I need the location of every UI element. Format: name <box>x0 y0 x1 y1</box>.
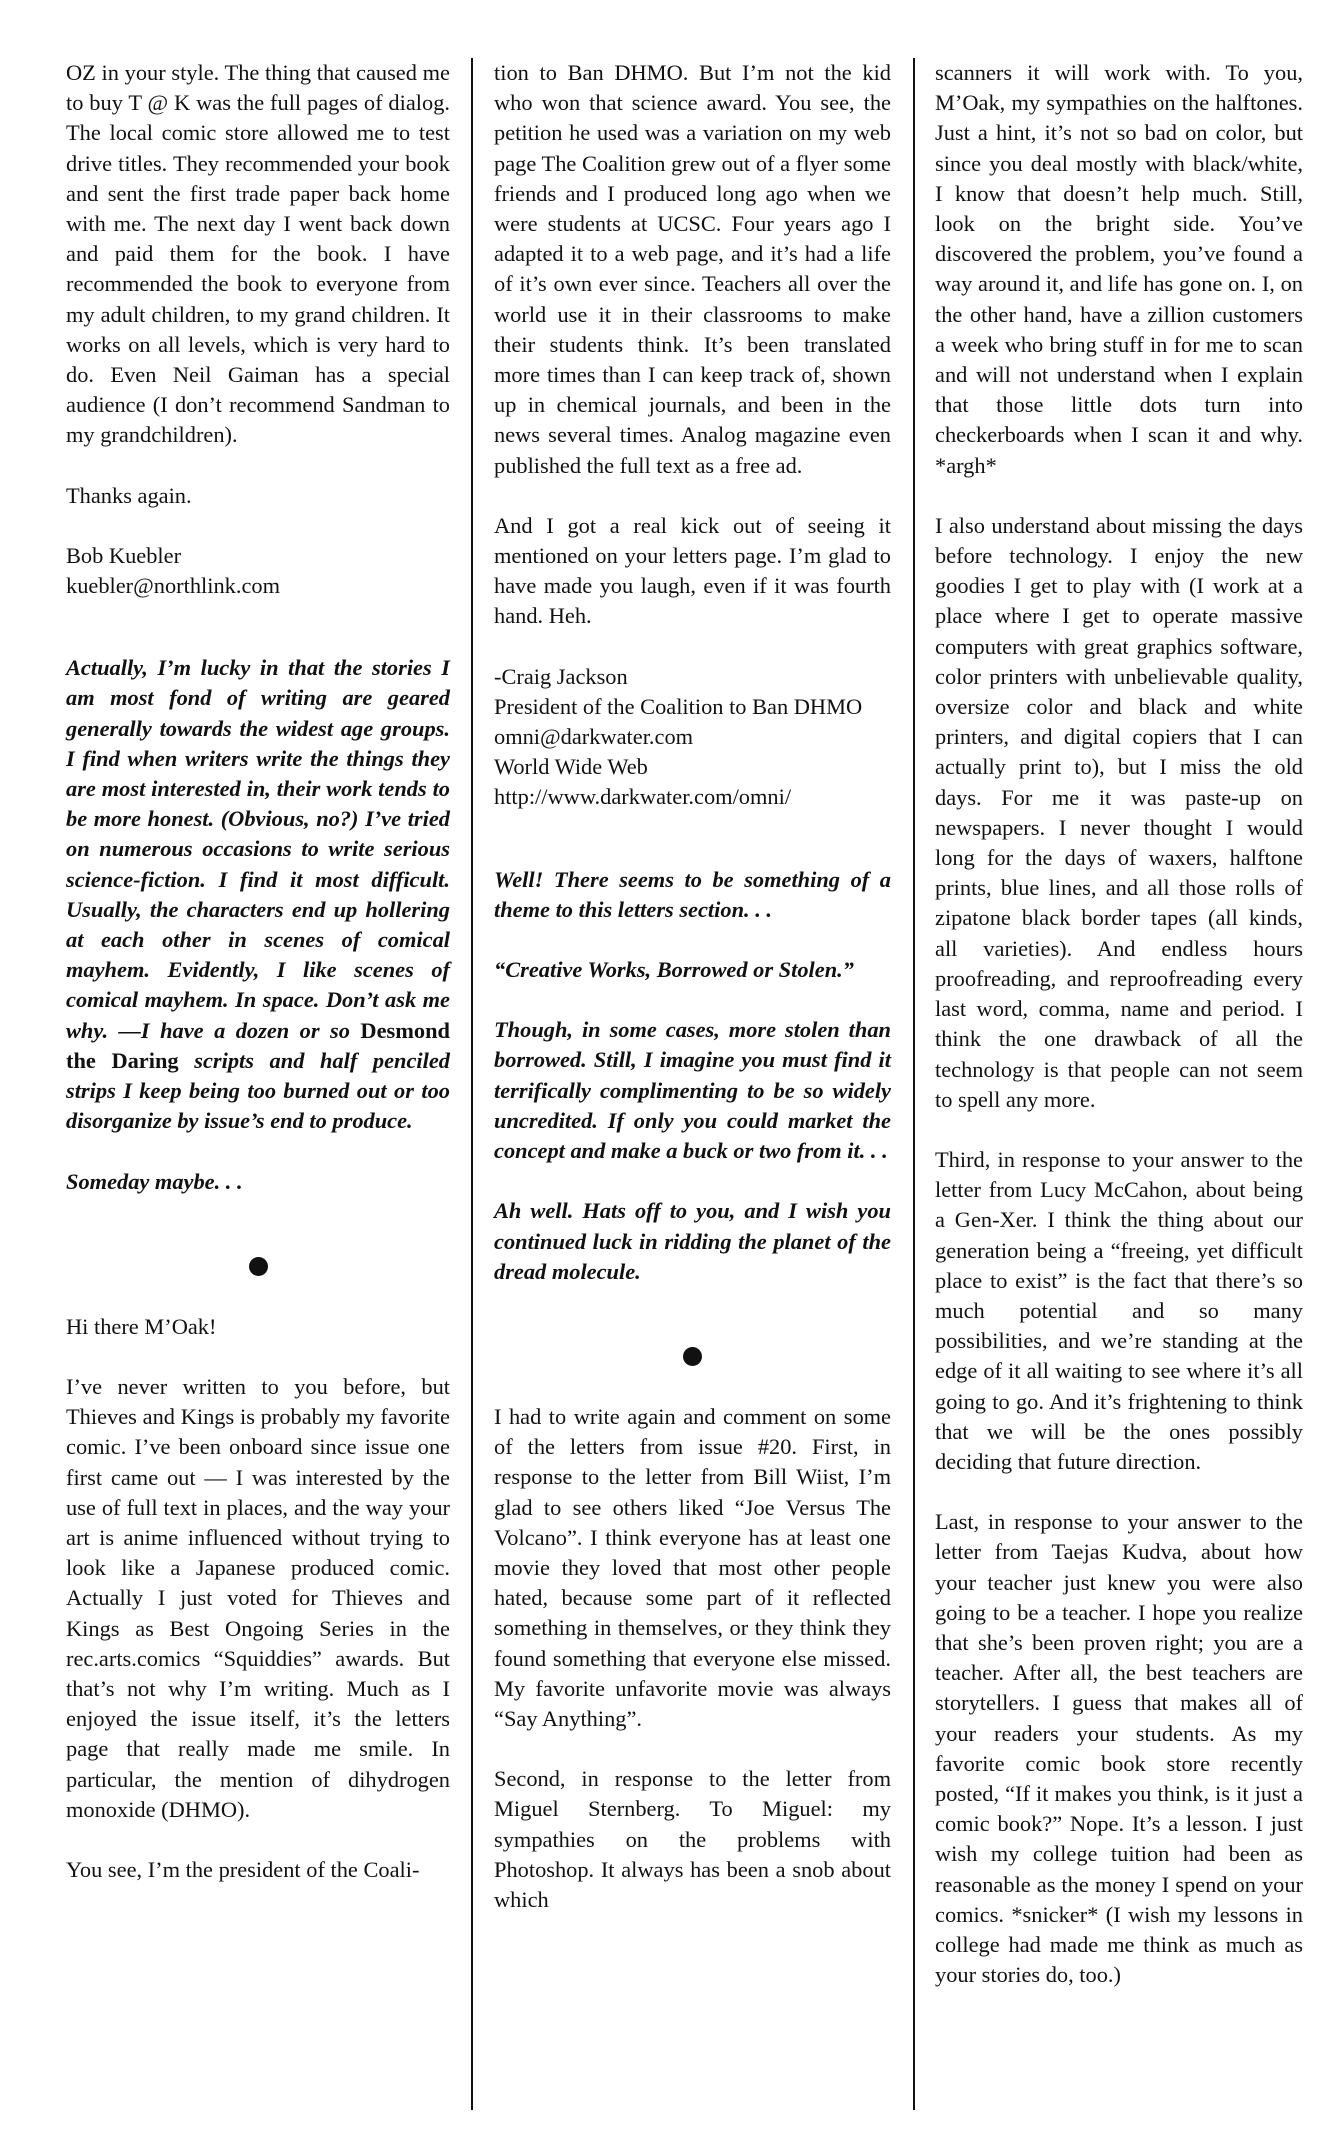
editor-reply <box>66 653 450 1136</box>
letter-greeting: Hi there M’Oak! <box>66 1313 217 1339</box>
letter-paragraph: scanners it will work with. To you, M’Oak, my sympathies on the halftones. Just a hint, it’s not so bad on color, but since you deal mostly with black/white, I know that doesn’t help much. Still, look on the bright side. You’ve discovered the problem, you’ve found a way around it, and life has gone on. I, on the other hand, have a zillion customers a week who bring stuff in for me to scan and will not understand when I explain that those little dots turn into checkerboards when I scan it and why. *argh* <box>935 60 1303 478</box>
signature-site: World Wide Web <box>494 754 648 780</box>
editor-reply-end: Someday maybe. . . <box>66 1168 243 1194</box>
section-bullet <box>683 1347 702 1366</box>
editor-reply: Well! There seems to be something of a theme to this letters section. . . <box>494 866 891 922</box>
editor-reply: Though, in some cases, more stolen than borrowed. Still, I imagine you must find it terrifically complimenting to be so widely uncredited. If only you could market the concept and make a buck or two from it. . . <box>494 1017 891 1164</box>
column-divider <box>471 58 473 2110</box>
column-3 <box>935 58 1303 2020</box>
letter-paragraph: You see, I’m the president of the Coali- <box>66 1856 420 1882</box>
column-2 <box>494 58 891 1945</box>
letter-paragraph: I’ve never written to you before, but Thieves and Kings is probably my favorite comic. I’ve been onboard since issue one first came out — I was interested by the use of full text in places, and the way your art is anime influenced without trying to look like a Japanese produced comic. Actually I just voted for Thieves and Kings as Best Ongoing Series in the rec.arts.comics “Squiddies” awards. But that’s not why I’m writing. Much as I enjoyed the issue itself, it’s the letters page that really made me smile. In particular, the mention of dihydrogen monoxide (DHMO). <box>66 1373 450 1822</box>
letter-paragraph: Third, in response to your answer to the letter from Lucy McCahon, about being a Gen-Xer. I think the thing about our generation being a “freeing, yet difficult place to exist” is the fact that there’s so much potential and so many possibilities, and we’re standing at the edge of it all waiting to see where it’s all going to go. And it’s frightening to think that we will be the ones possibly deciding that future direction. <box>935 1146 1303 1474</box>
letter-paragraph: I also understand about missing the days before technology. I enjoy the new goodies I get to play with (I work at a place where I get to operate massive computers with great graphics software, color printers with unbelievable quality, oversize color and black and white printers, and digital copiers that I can actually print to), but I miss the old days. For me it was paste-up on newspapers. I never thought I would long for the days of waxers, halftone prints, blue lines, and all those rolls of zipatone black border tapes (all kinds, all varieties). And endless hours proofreading, and reproofreading every last word, comma, name and period. I think the one drawback of all the technology is that people can not seem to spell any more. <box>935 512 1303 1112</box>
letter-paragraph: tion to Ban DHMO. But I’m not the kid who won that science award. You see, the petition he used was a variation on my web page The Coalition grew out of a flyer some friends and I produced long ago when we were students at UCSC. Four years ago I adapted it to a web page, and it’s had a life of it’s own ever since. Teachers all over the world use it in their classrooms to make their students think. It’s been translated more times than I can keep track of, shown up in chemical journals, and been in the news several times. Analog magazine even published the full text as a free ad. <box>494 60 891 478</box>
letter-paragraph: Last, in response to your answer to the letter from Taejas Kudva, about how your teacher just knew you were also going to be a teacher. I hope you realize that she’s been proven right; you are a teacher. After all, the best teachers are storytellers. I guess that makes all of your readers your students. As my favorite comic book store recently posted, “If it makes you think, is it just a comic book?” Nope. It’s a lesson. I just wish my college tuition had been as reasonable as the money I spend on your comics. *snicker* (I wish my lessons in college had made me think as much as your stories do, too.) <box>935 1509 1303 1988</box>
letter-closing: Thanks again. <box>66 482 192 508</box>
reply-text: Actually, I’m lucky in that the stories I am most fond of writing are geared generally towards the widest age groups. I find when writers write the things they are most interested in, their work tends to be more honest. (Obvious, no?) I’ve tried on numerous occasions to write serious science-fiction. I find it most difficult. Usually, the characters end up hollering at each other in scenes of comical mayhem. Evidently, I like scenes of comical mayhem. In space. Don’t ask me why. —I have a dozen or so <box>66 655 450 1043</box>
signature-title: President of the Coalition to Ban DHMO <box>494 693 863 719</box>
signature-email: kuebler@northlink.com <box>66 573 281 599</box>
letter-paragraph: And I got a real kick out of seeing it mentioned on your letters page. I’m glad to have made you laugh, even if it was fourth hand. Heh. <box>494 512 891 629</box>
letter-paragraph: I had to write again and comment on some of the letters from issue #20. First, in response to the letter from Bill Wiist, I’m glad to see others liked “Joe Versus The Volcano”. I think everyone has at least one movie they loved that most other people hated, because some part of it reflected something in themselves, or they think they found something that everyone else missed. My favorite unfavorite movie was always “Say Anything”. <box>494 1403 891 1731</box>
reply-text: scripts and half penciled strips I keep being too burned out or too disorganize by issue’s end to produce. <box>66 1047 451 1134</box>
section-bullet <box>249 1257 268 1276</box>
signature-email: omni@darkwater.com <box>494 724 694 750</box>
letter-paragraph: OZ in your style. The thing that caused me to buy T @ K was the full pages of dialog. The local comic store allowed me to test drive titles. They recommended your book and sent the first trade paper back home with me. The next day I went back down and paid them for the book. I have recommended the book to everyone from my adult children, to my grand children. It works on all levels, which is very hard to do. Even Neil Gaiman has a special audience (I don’t recommend Sandman to my grandchildren). <box>66 60 450 448</box>
column-1 <box>66 58 450 1915</box>
signature-url: http://www.darkwater.com/omni/ <box>494 784 792 810</box>
editor-reply: Ah well. Hats off to you, and I wish you continued luck in ridding the planet of the dread molecule. <box>494 1198 891 1284</box>
signature-name: Bob Kuebler <box>66 542 182 568</box>
letter-paragraph: Second, in response to the letter from Miguel Sternberg. To Miguel: my sympathies on the problems with Photoshop. It always has been a snob about which <box>494 1766 891 1912</box>
column-divider <box>913 58 915 2110</box>
reply-strip-title: Desmond the Daring <box>66 1017 450 1073</box>
signature-block <box>494 662 891 813</box>
signature-name: -Craig Jackson <box>494 663 628 689</box>
signature-block <box>66 541 450 601</box>
editor-reply: “Creative Works, Borrowed or Stolen.” <box>494 957 854 983</box>
